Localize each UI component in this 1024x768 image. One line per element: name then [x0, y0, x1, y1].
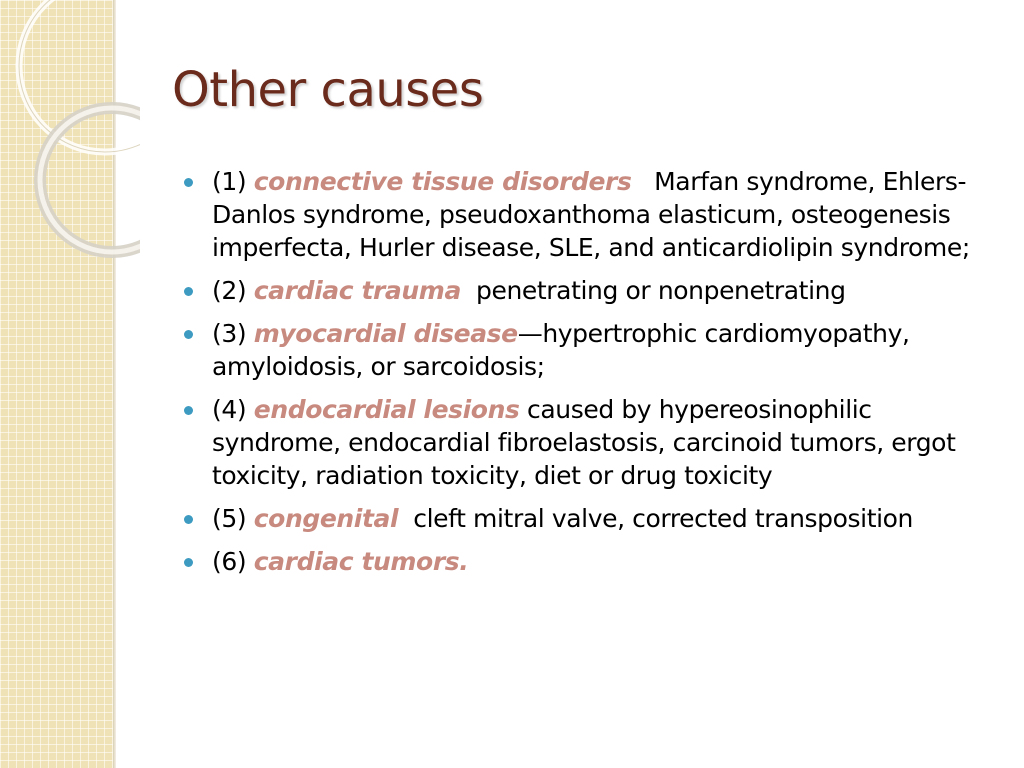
bullet-item-cardiac-tumors	[180, 545, 990, 578]
bullet-list	[180, 165, 990, 588]
item-number: (5)	[212, 504, 254, 533]
item-text: cleft mitral valve, corrected transposition	[398, 504, 913, 533]
item-number: (1)	[212, 167, 254, 196]
item-highlight: endocardial lesions	[253, 395, 520, 424]
bullet-item-connective-tissue	[180, 165, 990, 264]
bullet-item-endocardial-lesions	[180, 393, 990, 492]
slide-title: Other causes	[172, 62, 484, 118]
bullet-icon	[184, 178, 193, 187]
bullet-item-myocardial-disease	[180, 317, 990, 383]
item-highlight: congenital	[253, 504, 399, 533]
bullet-item-cardiac-trauma	[180, 274, 990, 307]
bullet-icon	[184, 558, 193, 567]
bullet-icon	[184, 406, 193, 415]
item-number: (4)	[212, 395, 254, 424]
item-highlight: cardiac trauma	[253, 276, 461, 305]
item-number: (6)	[212, 547, 254, 576]
item-text: Marfan syndrome, Ehlers-Danlos syndrome, pseudoxanthoma elasticum, osteogenesis imperfecta, Hurler disease, SLE, and anticardiolipin syndrome;	[212, 167, 970, 262]
bullet-icon	[184, 330, 193, 339]
decorative-rings	[0, 0, 140, 260]
item-text: penetrating or nonpenetrating	[460, 276, 846, 305]
item-highlight: myocardial disease	[253, 319, 518, 348]
bullet-icon	[184, 515, 193, 524]
item-number: (2)	[212, 276, 254, 305]
bullet-icon	[184, 287, 193, 296]
item-text: caused by hypereosinophilic syndrome, endocardial fibroelastosis, carcinoid tumors, ergot toxicity, radiation toxicity, diet or drug toxicity	[212, 395, 956, 490]
item-highlight: connective tissue disorders	[253, 167, 632, 196]
item-number: (3)	[212, 319, 254, 348]
bullet-item-congenital	[180, 502, 990, 535]
item-text: —hypertrophic cardiomyopathy, amyloidosis, or sarcoidosis;	[212, 319, 910, 381]
item-highlight: cardiac tumors.	[253, 547, 469, 576]
